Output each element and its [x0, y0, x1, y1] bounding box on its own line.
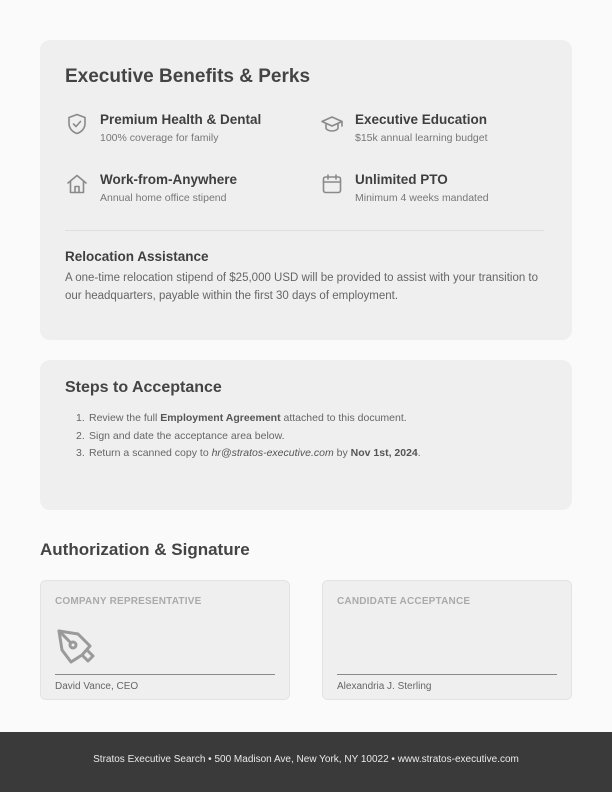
calendar-icon	[320, 172, 344, 196]
steps-card	[40, 360, 572, 510]
pen-nib-icon	[55, 625, 97, 665]
step-number: 3.	[76, 447, 85, 459]
perk-title: Premium Health & Dental	[100, 112, 262, 127]
step-number: 1.	[76, 412, 85, 424]
hr-email-link[interactable]: hr@stratos-executive.com	[211, 447, 334, 459]
steps-title: Steps to Acceptance	[65, 379, 222, 396]
candidate-signature-box[interactable]	[322, 580, 572, 700]
step-item	[76, 428, 421, 446]
step-text: Review the full	[89, 412, 161, 424]
signature-label: CANDIDATE ACCEPTANCE	[337, 596, 471, 607]
perk-title: Work-from-Anywhere	[100, 172, 238, 187]
perk-desc: 100% coverage for family	[100, 132, 219, 144]
steps-list	[76, 410, 421, 463]
agreement-name: Employment Agreement	[160, 412, 281, 424]
benefits-title: Executive Benefits & Perks	[65, 66, 311, 87]
step-item	[76, 410, 421, 428]
signature-label: COMPANY REPRESENTATIVE	[55, 596, 202, 607]
benefits-card	[40, 40, 572, 340]
company-signature-box	[40, 580, 290, 700]
step-text: by	[333, 447, 351, 459]
step-item	[76, 445, 421, 463]
perk-pto	[320, 172, 550, 212]
step-text: .	[417, 447, 421, 459]
step-text: Sign and date the acceptance area below.	[89, 429, 285, 442]
relocation-text: A one-time relocation stipend of $25,000 USD will be provided to assist with your transition to our headquarters, payable within the first 30 days of employment.	[65, 272, 539, 302]
perk-desc: Annual home office stipend	[100, 192, 227, 204]
signatory-name: David Vance, CEO	[55, 681, 139, 692]
step-number: 2.	[76, 429, 85, 442]
perk-health	[65, 112, 295, 152]
authorization-heading: Authorization & Signature	[40, 540, 250, 559]
deadline-date: Nov 1st, 2024	[350, 447, 418, 459]
perk-remote	[65, 172, 295, 212]
signatory-name: Alexandria J. Sterling	[337, 681, 432, 692]
perk-title: Unlimited PTO	[355, 172, 448, 187]
footer-text: Stratos Executive Search • 500 Madison Ave, New York, NY 10022 • www.stratos-executive.com	[93, 754, 519, 765]
perk-title: Executive Education	[355, 112, 488, 127]
home-icon	[65, 172, 89, 196]
divider	[65, 230, 544, 231]
graduation-cap-icon	[320, 112, 344, 136]
shield-check-icon	[65, 112, 89, 136]
step-text: Return a scanned copy to	[89, 447, 212, 459]
footer	[0, 732, 612, 792]
perk-desc: $15k annual learning budget	[355, 132, 488, 144]
signature-line[interactable]	[337, 674, 557, 675]
perk-desc: Minimum 4 weeks mandated	[355, 192, 489, 204]
perk-education	[320, 112, 550, 152]
step-text: attached to this document.	[280, 412, 407, 424]
relocation-title: Relocation Assistance	[65, 249, 209, 264]
signature-line	[55, 674, 275, 675]
